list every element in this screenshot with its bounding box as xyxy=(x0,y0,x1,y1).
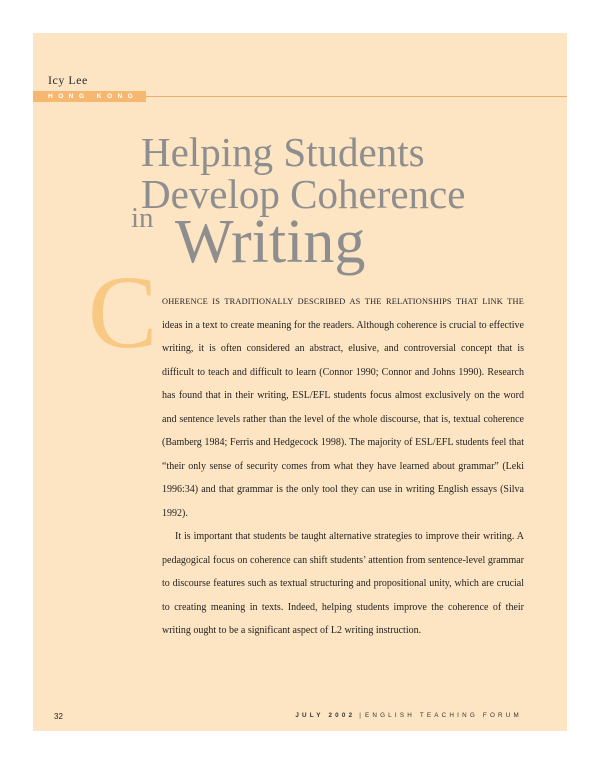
title-line-3-large: Writing xyxy=(175,208,366,276)
paragraph-1-text: ideas in a text to create meaning for the readers. Although coherence is crucial to effective writing, it is often considered an abstract, elusive, and controversial concept that is difficult to teach and difficult to learn (Connor 1990; Connor and Johns 1990). Research has found that in their writing, ESL/EFL students focus almost exclusively on the word and sentence levels rather than the level of the whole discourse, that is, textual coherence (Bamberg 1984; Ferris and Hedgecock 1998). The majority of ESL/EFL students feel that “their only sense of security comes from what they have learned about grammar” (Leki 1996:34) and that grammar is the only tool they can use in writing English essays (Silva 1992). xyxy=(162,319,524,519)
title-line-3-small: in xyxy=(131,202,154,234)
author-name: Icy Lee xyxy=(48,73,88,87)
article-page xyxy=(33,33,567,731)
running-footer xyxy=(295,712,522,719)
drop-cap: C xyxy=(88,255,158,370)
paragraph-2: It is important that students be taught alternative strategies to improve their writing. A pedagogical focus on coherence can shift students’ attention from sentence-level grammar to discourse features such as textual structuring and propositional unity, which are crucial to creating meaning in texts. Indeed, helping students improve the coherence of their writing ought to be a significant aspect of L2 writing instruction. xyxy=(162,531,524,636)
title-line-1: Helping Students xyxy=(141,129,425,175)
footer-issue: JULY 2002 xyxy=(295,712,356,719)
lead-in-text: OHERENCE IS TRADITIONALLY DESCRIBED AS THE RELATIONSHIPS THAT LINK THE xyxy=(162,297,524,306)
footer-separator: | xyxy=(359,712,361,719)
header-rule xyxy=(146,96,567,97)
footer-publication: ENGLISH TEACHING FORUM xyxy=(364,712,522,719)
author-location: HONG KONG xyxy=(48,93,139,100)
page-number: 32 xyxy=(54,712,63,721)
article-body xyxy=(162,290,524,643)
paragraph-1 xyxy=(162,290,524,525)
location-band xyxy=(33,91,146,102)
title-line-2: Develop Coherence xyxy=(141,171,466,217)
